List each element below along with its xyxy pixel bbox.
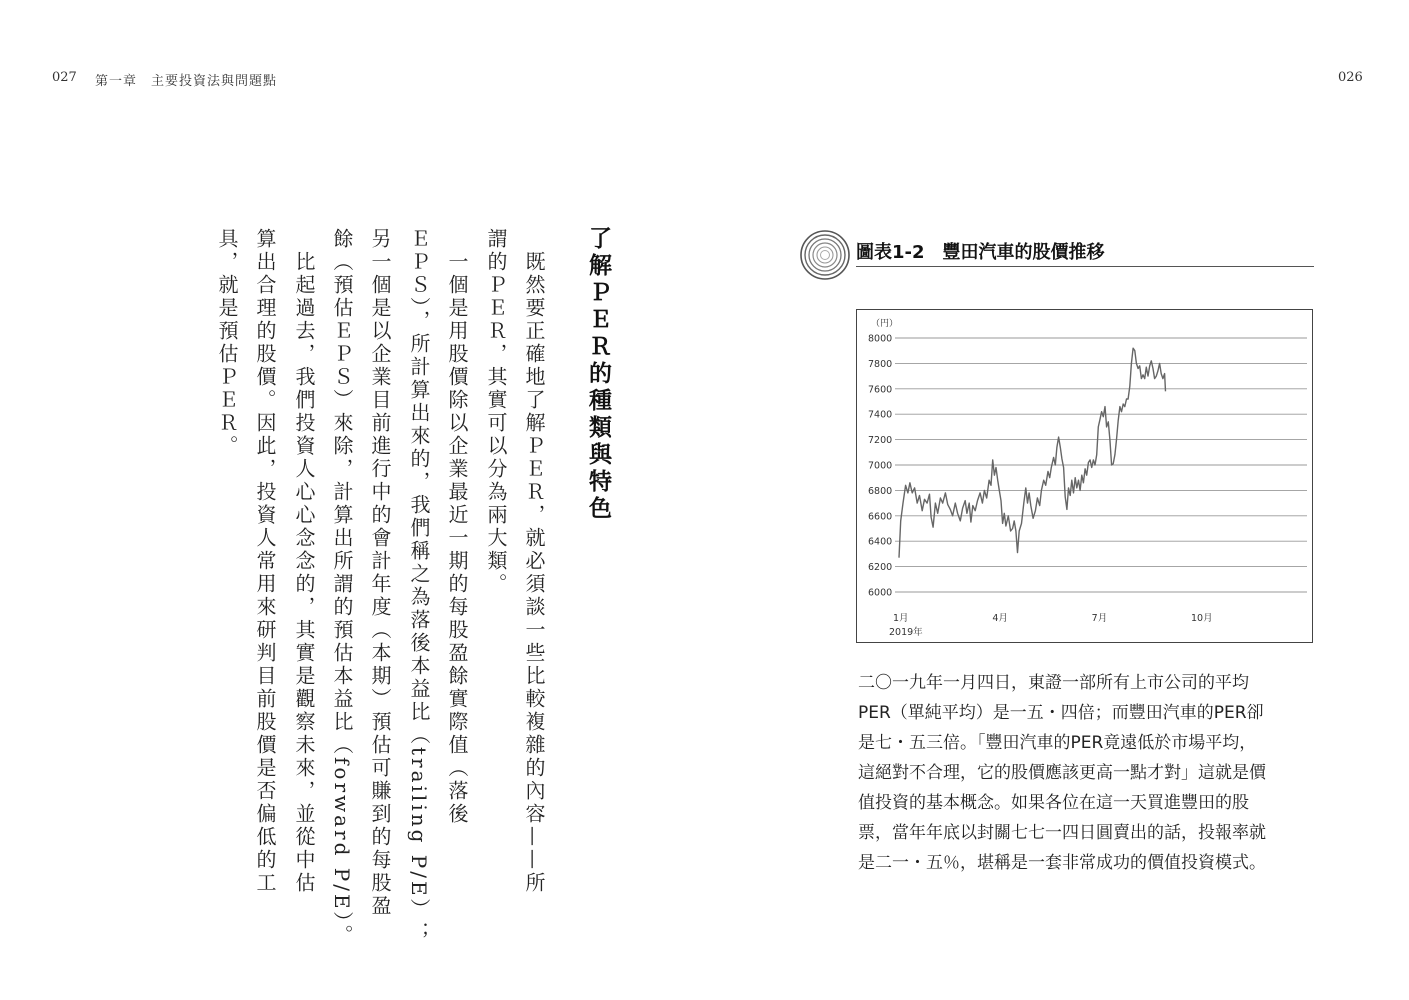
- y-axis-unit-label: （円）: [871, 319, 899, 329]
- text-column: 一個是用股價除以企業最近一期的每股盈餘實際值（落後: [445, 228, 469, 826]
- paragraph-line: PER（單純平均）是一五・四倍；而豐田汽車的PER卻: [858, 703, 1264, 723]
- y-tick-label: 6000: [868, 587, 893, 599]
- text-column: 算出合理的股價。因此，投資人常用來研判目前股價是否偏低的工: [253, 228, 277, 895]
- text-column: 另一個是以企業目前進行中的會計年度（本期）預估可賺到的每股盈: [368, 228, 392, 918]
- text-column: 謂的ＰＥＲ，其實可以分為兩大類。: [484, 228, 508, 596]
- page-number-left: 027: [52, 70, 77, 85]
- figure-title-rule: [856, 266, 1314, 267]
- price-series-line: [899, 348, 1166, 558]
- x-tick-label: 4月: [992, 613, 1008, 624]
- y-tick-label: 7400: [868, 409, 893, 421]
- target-icon: [800, 230, 850, 280]
- paragraph-line: 票，當年年底以封關七七一四日圓賣出的話，投報率就: [858, 823, 1266, 843]
- text-column: 比起過去，我們投資人心心念念的，其實是觀察未來，並從中估: [292, 228, 316, 895]
- y-tick-label: 7200: [868, 435, 893, 447]
- text-column: ＥＰＳ），所計算出來的，我們稱之為落後本益比（trailing P/E）；: [407, 228, 431, 945]
- y-tick-label: 6600: [868, 511, 893, 523]
- text-column: 餘（預估ＥＰＳ）來除，計算出所謂的預估本益比（forward P/E）。: [330, 228, 354, 948]
- running-head: 第一章 主要投資法與問題點: [95, 74, 278, 89]
- chart-canvas: [857, 310, 1314, 644]
- y-tick-label: 8000: [868, 333, 893, 345]
- text-column: 具，就是預估ＰＥＲ。: [215, 228, 239, 458]
- page-number-right: 026: [1338, 70, 1363, 85]
- x-tick-label: 7月: [1091, 613, 1108, 624]
- y-tick-label: 7800: [868, 358, 893, 370]
- section-heading: 了解ＰＥＲ的種類與特色: [585, 226, 611, 523]
- x-tick-label: 10月: [1191, 613, 1213, 624]
- text-column: 既然要正確地了解ＰＥＲ，就必須談一些比較複雜的內容——所: [522, 228, 546, 895]
- x-year-label: 2019年: [889, 627, 923, 638]
- y-tick-label: 6200: [868, 562, 893, 574]
- paragraph-line: 這絕對不合理，它的股價應該更高一點才對」這就是價: [858, 763, 1266, 783]
- paragraph-line: 是七・五三倍。「豐田汽車的PER竟遠低於市場平均，: [858, 733, 1257, 753]
- paragraph-line: 是二一・五％，堪稱是一套非常成功的價值投資模式。: [858, 853, 1266, 873]
- paragraph-line: 二〇一九年一月四日，東證一部所有上市公司的平均: [858, 673, 1249, 693]
- body-paragraph: [858, 668, 1318, 878]
- figure-title-row: [800, 230, 1315, 270]
- y-tick-label: 7600: [868, 384, 893, 396]
- figure-title: 圖表1-2 豐田汽車的股價推移: [856, 242, 1105, 263]
- y-tick-label: 7000: [868, 460, 893, 472]
- stock-price-chart: [856, 309, 1313, 643]
- y-tick-label: 6800: [868, 485, 893, 497]
- y-tick-label: 6400: [868, 536, 893, 548]
- x-tick-label: 1月: [893, 613, 909, 624]
- paragraph-line: 值投資的基本概念。如果各位在這一天買進豐田的股: [858, 793, 1249, 813]
